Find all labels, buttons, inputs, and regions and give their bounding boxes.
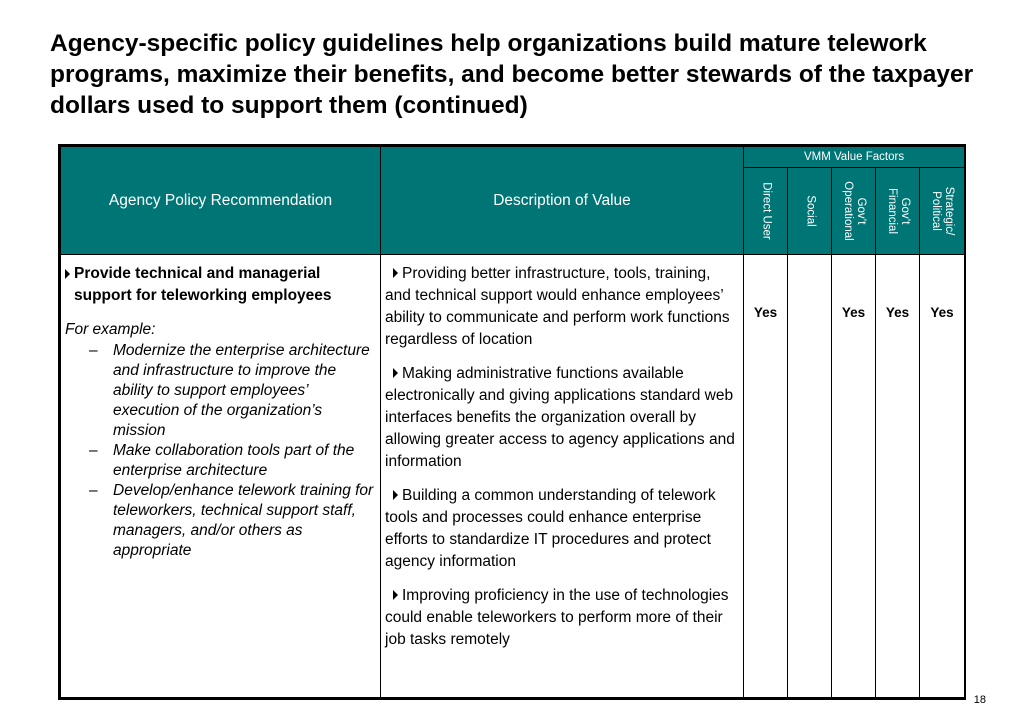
- value-govt-operational: Yes: [832, 255, 876, 698]
- recommendation-cell: [61, 255, 381, 698]
- description-item: Building a common understanding of telework tools and processes could enhance enterprise efforts to standardize IT procedures and protect agency information: [385, 487, 716, 570]
- value-strategic-political: Yes: [920, 255, 965, 698]
- bullet-arrow-icon: [393, 268, 398, 278]
- description-item: Making administrative functions available electronically and giving applications standard web interfaces benefits the organization overall by allowing greater access to agency applications and information: [385, 365, 735, 470]
- value-govt-financial: Yes: [876, 255, 920, 698]
- policy-table: [58, 144, 966, 700]
- value-social: [788, 255, 832, 698]
- bullet-arrow-icon: [393, 590, 398, 600]
- header-factor-strategic-political: Strategic/ Political: [920, 168, 965, 255]
- example-list: [65, 341, 376, 561]
- header-description: Description of Value: [381, 147, 744, 255]
- slide-title: Agency-specific policy guidelines help organizations build mature telework programs, maximize their benefits, and become better stewards of the taxpayer dollars used to support them (continued): [50, 30, 974, 119]
- description-cell: [381, 255, 744, 698]
- value-direct-user: Yes: [744, 255, 788, 698]
- list-item: – Develop/enhance telework training for teleworkers, technical support staff, managers, and/or others as appropriate: [89, 482, 374, 559]
- list-item: – Modernize the enterprise architecture and infrastructure to improve the ability to support employees’ execution of the organization’s mission: [89, 342, 370, 439]
- recommendation: Provide technical and managerial support for teleworking employees: [65, 263, 376, 307]
- header-factor-govt-operational: Gov’t Operational: [832, 168, 876, 255]
- list-item: – Make collaboration tools part of the enterprise architecture: [89, 442, 355, 479]
- header-recommendation: Agency Policy Recommendation: [61, 147, 381, 255]
- header-factor-direct-user: Direct User: [744, 168, 788, 255]
- table-row: [61, 255, 965, 698]
- example-label: For example:: [65, 321, 156, 338]
- page-number: 18: [973, 694, 986, 706]
- description-item: Providing better infrastructure, tools, training, and technical support would enhance employees’ ability to communicate and perform work functions regardless of location: [385, 265, 730, 348]
- header-vmm-value-factors: VMM Value Factors: [744, 147, 965, 168]
- description-item: Improving proficiency in the use of technologies could enable teleworkers to perform more of their job tasks remotely: [385, 587, 729, 648]
- bullet-arrow-icon: [393, 368, 398, 378]
- bullet-arrow-icon: [393, 490, 398, 500]
- header-factor-govt-financial: Gov’t Financial: [876, 168, 920, 255]
- bullet-arrow-icon: [65, 269, 70, 279]
- header-factor-social: Social: [788, 168, 832, 255]
